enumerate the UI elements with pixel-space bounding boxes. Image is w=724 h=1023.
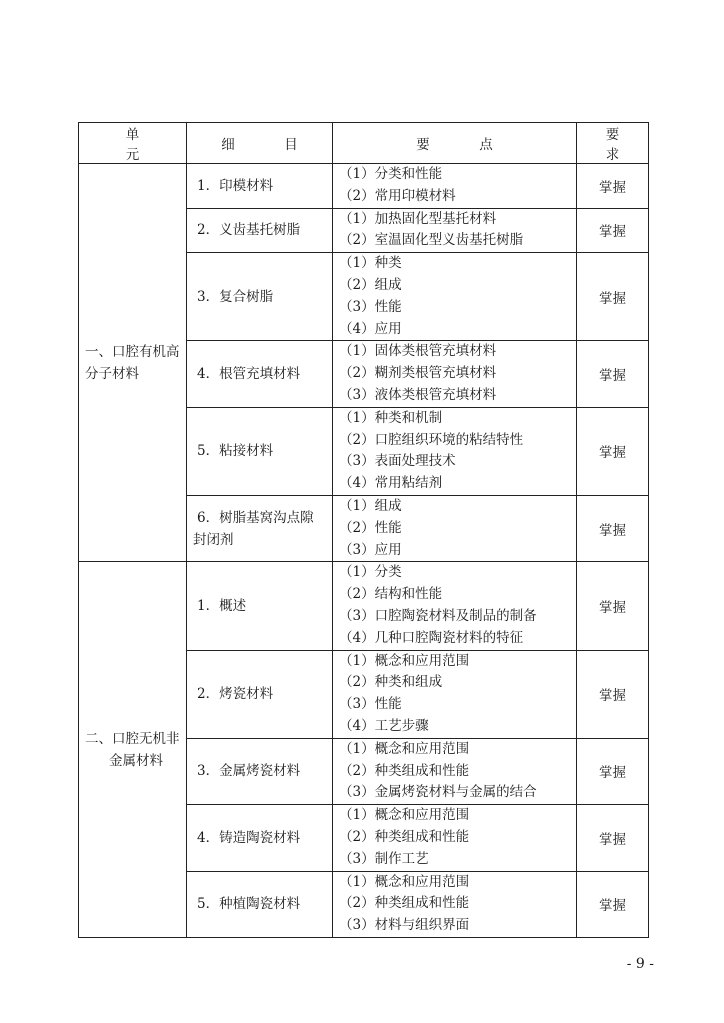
unit-name-line: 二、口腔无机非 — [85, 730, 180, 747]
unit-cell — [79, 164, 187, 562]
table-row — [79, 164, 649, 209]
item-cell — [187, 208, 333, 253]
item-cell — [187, 164, 333, 209]
unit-name-line: 分子材料 — [85, 365, 139, 382]
requirement-cell: 掌握 — [577, 164, 649, 209]
point-item: （3）性能 — [339, 298, 402, 315]
point-item: （4）几种口腔陶瓷材料的特征 — [339, 629, 524, 646]
requirement-cell: 掌握 — [577, 407, 649, 495]
point-item: （2）种类组成和性能 — [339, 895, 470, 912]
item-title-line: 4．根管充填材料 — [197, 366, 301, 383]
unit-name-line: 一、口腔有机高 — [85, 343, 180, 360]
table-row — [79, 562, 649, 650]
requirement-cell: 掌握 — [577, 341, 649, 407]
points-cell — [333, 407, 577, 495]
header-unit: 单 元 — [79, 123, 187, 164]
point-item: （1）概念和应用范围 — [339, 652, 470, 669]
point-item: （2）常用印模材料 — [339, 187, 456, 204]
header-points: 要 点 — [333, 123, 577, 164]
point-item: （3）应用 — [339, 541, 402, 558]
point-item: （3）液体类根管充填材料 — [339, 386, 497, 403]
item-title-line: 3．复合树脂 — [197, 288, 274, 305]
point-item: （4）工艺步骤 — [339, 717, 429, 734]
point-item: （4）常用粘结剂 — [339, 475, 443, 492]
point-item: （1）组成 — [339, 497, 402, 514]
points-cell — [333, 495, 577, 561]
item-title-line: 5．种植陶瓷材料 — [197, 896, 301, 913]
point-item: （2）糊剂类根管充填材料 — [339, 365, 497, 382]
point-item: （3）金属烤瓷材料与金属的结合 — [339, 784, 537, 801]
points-cell — [333, 650, 577, 738]
point-item: （2）性能 — [339, 519, 402, 536]
page-number: - 9 - — [626, 956, 654, 972]
unit-name-line: 金属材料 — [109, 752, 163, 769]
item-cell — [187, 407, 333, 495]
point-item: （2）室温固化型义齿基托树脂 — [339, 232, 524, 249]
points-cell — [333, 738, 577, 804]
point-item: （2）种类组成和性能 — [339, 828, 470, 845]
point-item: （2）种类和组成 — [339, 674, 443, 691]
point-item: （3）材料与组织界面 — [339, 917, 470, 934]
point-item: （3）表面处理技术 — [339, 453, 456, 470]
point-item: （1）概念和应用范围 — [339, 807, 470, 824]
point-item: （2）种类组成和性能 — [339, 762, 470, 779]
item-title-line: 封闭剂 — [193, 531, 234, 548]
unit-cell — [79, 562, 187, 938]
item-title-line: 1．印模材料 — [197, 177, 274, 194]
item-title-line: 4．铸造陶瓷材料 — [197, 829, 301, 846]
item-cell — [187, 738, 333, 804]
requirement-cell: 掌握 — [577, 871, 649, 937]
requirement-cell: 掌握 — [577, 562, 649, 650]
point-item: （2）结构和性能 — [339, 586, 443, 603]
point-item: （3）性能 — [339, 696, 402, 713]
item-title-line: 3．金属烤瓷材料 — [197, 763, 301, 780]
point-item: （1）加热固化型基托材料 — [339, 210, 497, 227]
requirement-cell: 掌握 — [577, 208, 649, 253]
point-item: （3）制作工艺 — [339, 850, 429, 867]
point-item: （1）固体类根管充填材料 — [339, 343, 497, 360]
point-item: （2）口腔组织环境的粘结特性 — [339, 431, 524, 448]
point-item: （1）概念和应用范围 — [339, 873, 470, 890]
requirement-cell: 掌握 — [577, 650, 649, 738]
item-title-line: 1．概述 — [197, 597, 247, 614]
table-body — [79, 164, 649, 938]
item-cell — [187, 805, 333, 871]
requirement-cell: 掌握 — [577, 253, 649, 341]
point-item: （1）种类和机制 — [339, 409, 443, 426]
item-title-line: 6．树脂基窝沟点隙 — [197, 509, 314, 526]
item-cell — [187, 562, 333, 650]
point-item: （4）应用 — [339, 320, 402, 337]
requirement-cell: 掌握 — [577, 805, 649, 871]
point-item: （2）组成 — [339, 276, 402, 293]
point-item: （1）概念和应用范围 — [339, 740, 470, 757]
item-cell — [187, 253, 333, 341]
table-header-row — [79, 123, 649, 164]
item-title-line: 2．烤瓷材料 — [197, 686, 274, 703]
points-cell — [333, 253, 577, 341]
item-cell — [187, 495, 333, 561]
syllabus-table — [78, 122, 669, 938]
requirement-cell: 掌握 — [577, 738, 649, 804]
item-cell — [187, 650, 333, 738]
point-item: （1）分类 — [339, 564, 402, 581]
points-cell — [333, 562, 577, 650]
requirement-cell: 掌握 — [577, 495, 649, 561]
item-cell — [187, 341, 333, 407]
points-cell — [333, 208, 577, 253]
header-item: 细 目 — [187, 123, 333, 164]
point-item: （3）口腔陶瓷材料及制品的制备 — [339, 607, 537, 624]
item-title-line: 2．义齿基托树脂 — [197, 222, 301, 239]
item-title-line: 5．粘接材料 — [197, 443, 274, 460]
item-cell — [187, 871, 333, 937]
point-item: （1）种类 — [339, 255, 402, 272]
points-cell — [333, 805, 577, 871]
point-item: （1）分类和性能 — [339, 166, 443, 182]
points-cell — [333, 341, 577, 407]
header-requirement: 要 求 — [577, 123, 649, 164]
points-cell — [333, 871, 577, 937]
points-cell — [333, 164, 577, 209]
